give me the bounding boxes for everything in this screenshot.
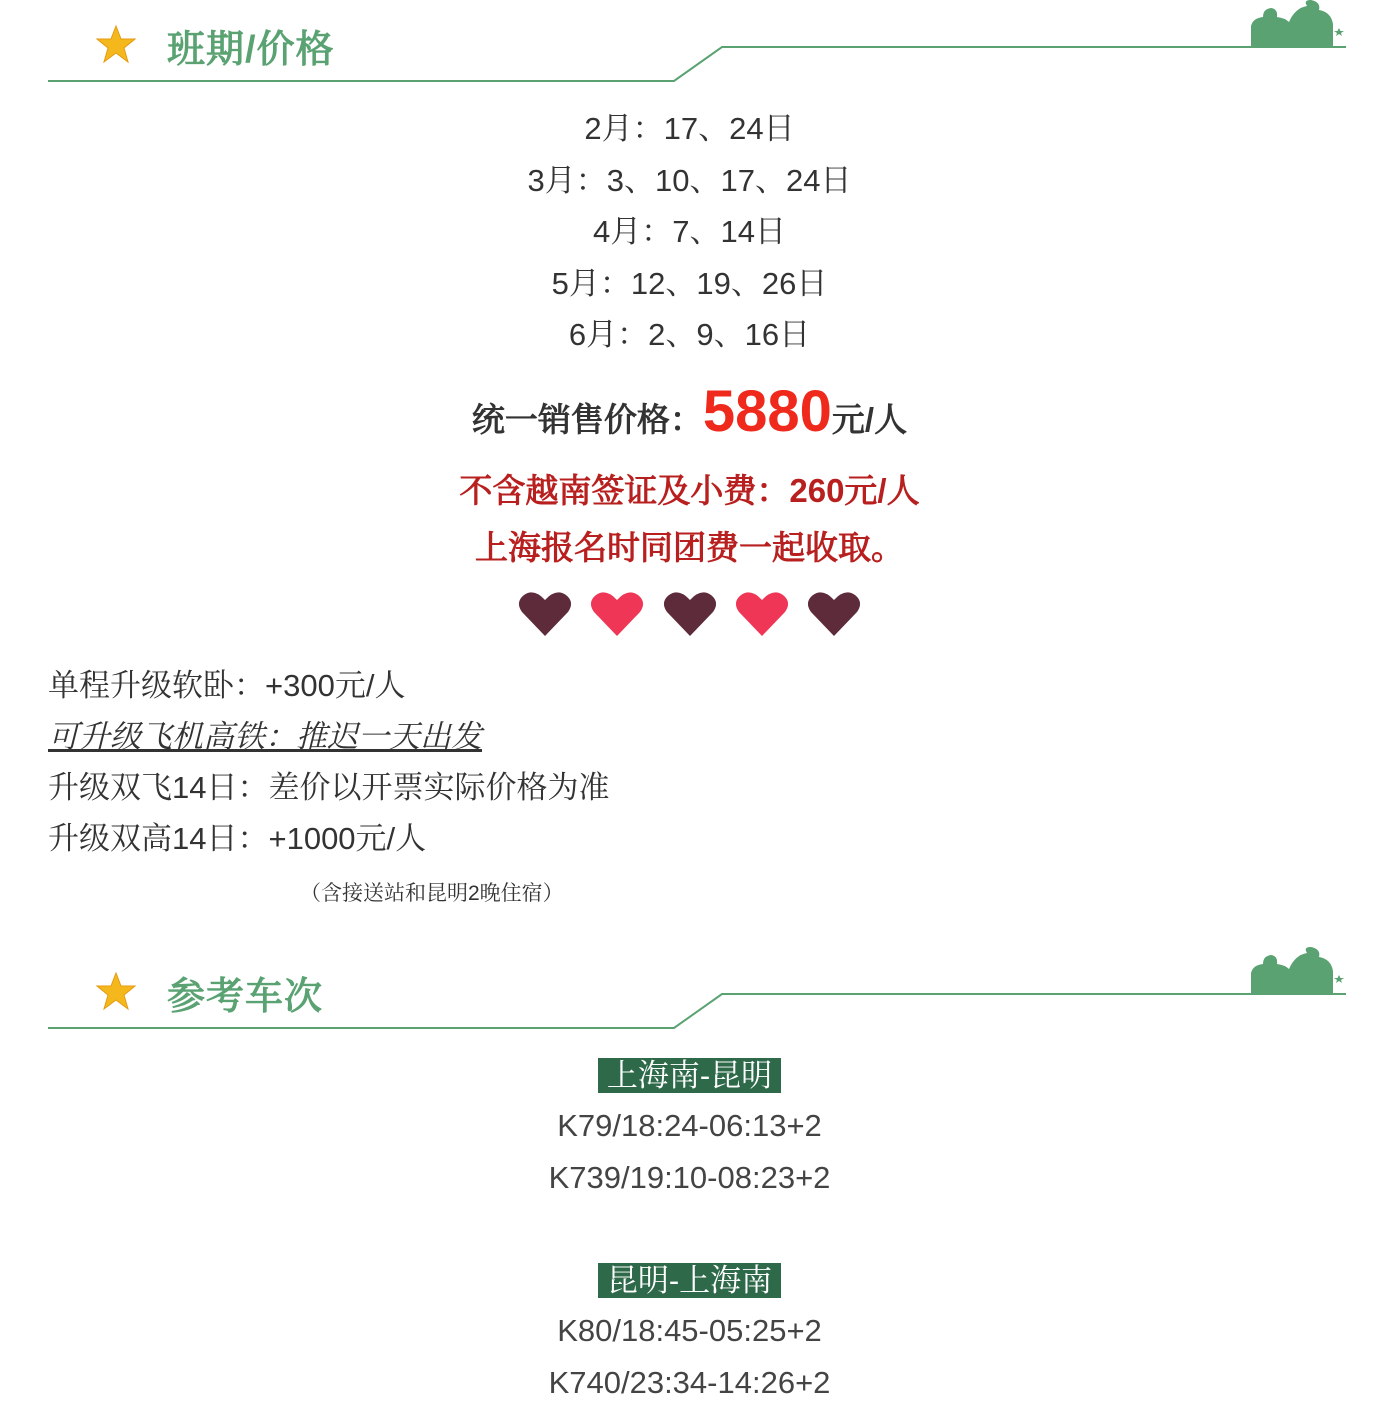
section-header-trains [0,947,1379,1042]
upgrade-option: 升级双飞14日：差价以开票实际价格为准 [48,770,610,805]
soldier-salute-icon [1245,0,1345,48]
date-line: 3月：3、10、17、24日 [527,162,852,198]
price-block [0,372,1379,452]
section-title: 班期/价格 [167,29,335,71]
upgrade-option: 升级双高14日：+1000元/人 [48,821,427,856]
route-outbound [0,1058,1379,1204]
route-label: 昆明-上海南 [598,1263,781,1298]
upgrade-option-link[interactable]: 可升级飞机高铁：推迟一天出发 [48,719,482,754]
train-line: K740/23:34-14:26+2 [548,1365,831,1400]
price-line [0,372,1379,452]
heart-icon [518,590,572,638]
price-unit: 元/人 [831,401,908,438]
section-title: 参考车次 [167,976,324,1018]
train-line: K79/18:24-06:13+2 [557,1108,822,1143]
date-line: 6月：2、9、16日 [568,317,811,352]
route-label: 上海南-昆明 [598,1058,781,1093]
heart-icon [663,590,717,638]
price-amount: 5880 [702,379,832,444]
heart-icon [735,590,789,638]
visa-note: 不含越南签证及小费：260元/人 [459,472,920,509]
heart-icon [590,590,644,638]
date-line: 4月：7、14日 [593,214,786,249]
star-icon [96,971,136,1011]
upgrade-note: （含接送站和昆明2晚住宿） [300,882,564,905]
route-return [0,1263,1379,1409]
price-prefix: 统一销售价格： [471,401,703,438]
soldier-salute-icon [1245,947,1345,995]
visa-note: 上海报名时同团费一起收取。 [475,529,904,566]
date-line: 5月：12、19、26日 [551,265,828,301]
schedule-dates [0,103,1379,361]
heart-divider [0,590,1379,643]
section-header-schedule [0,0,1379,95]
train-line: K80/18:45-05:25+2 [557,1313,822,1348]
visa-notes [0,462,1379,576]
train-line: K739/19:10-08:23+2 [548,1160,831,1195]
star-icon [96,24,136,64]
date-line: 2月：17、24日 [584,111,795,146]
upgrade-option: 单程升级软卧：+300元/人 [48,668,406,703]
heart-icon [807,590,861,638]
